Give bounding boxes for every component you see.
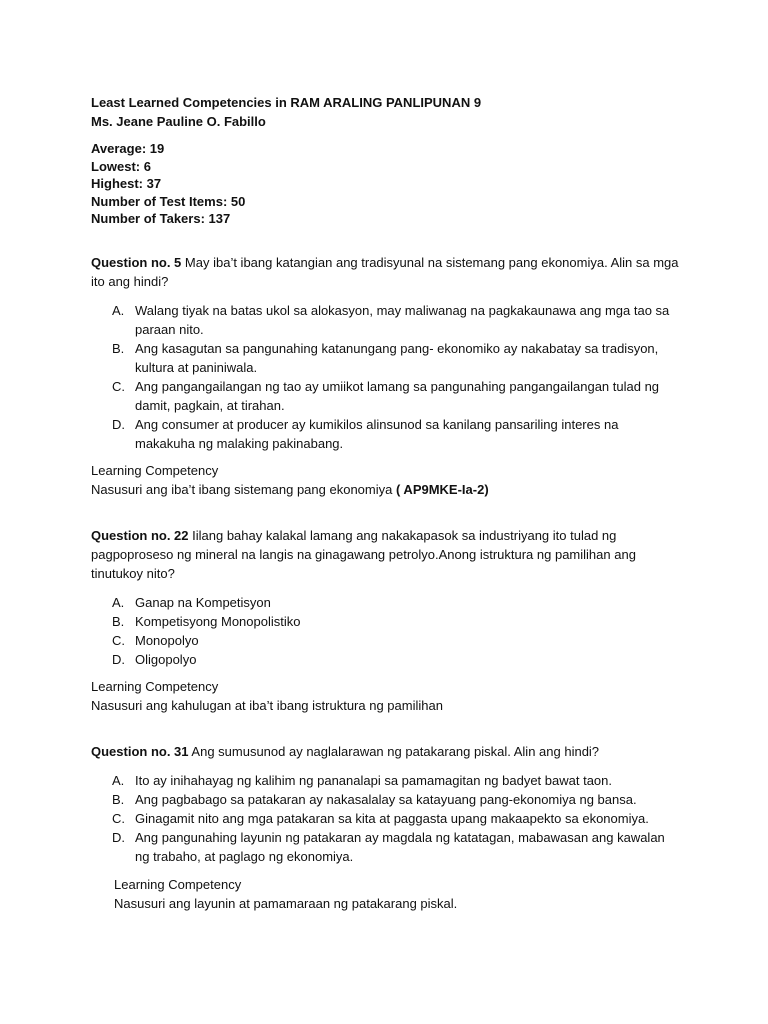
choice-letter: B. bbox=[112, 613, 125, 629]
choice-letter: A. bbox=[112, 772, 125, 788]
stat-average: Average: 19 bbox=[91, 141, 165, 156]
choice-b bbox=[112, 339, 681, 377]
choice-d bbox=[112, 828, 681, 866]
learning-competency bbox=[91, 677, 681, 715]
choice-text: Ganap na Kompetisyon bbox=[135, 594, 271, 610]
choice-c bbox=[112, 809, 681, 828]
competency-description: Nasusuri ang iba’t ibang sistemang pang ekonomiya bbox=[91, 481, 396, 497]
choice-list bbox=[91, 301, 681, 453]
stat-lowest: Lowest: 6 bbox=[91, 158, 151, 174]
question-22 bbox=[91, 526, 681, 715]
choice-text: Ginagamit nito ang mga patakaran sa kita at paggasta upang makaapekto sa ekonomiya. bbox=[135, 810, 649, 826]
choice-b bbox=[112, 790, 681, 809]
question-body: Iilang bahay kalakal lamang ang nakakapasok sa industriyang ito tulad ng pagpoproseso ng mineral na langis na ginagawang petrolyo.Anong istruktura ng pamilihan ang tinutukoy nito? bbox=[91, 527, 636, 581]
choice-letter: B. bbox=[112, 791, 125, 807]
choice-text: Walang tiyak na batas ukol sa alokasyon, may maliwanag na pagkakaunawa ang mga tao sa paraan nito. bbox=[135, 302, 670, 337]
question-body: Ang sumusunod ay naglalarawan ng patakarang piskal. Alin ang hindi? bbox=[191, 743, 600, 759]
choice-letter: D. bbox=[112, 651, 125, 667]
stat-takers: Number of Takers: 137 bbox=[91, 211, 231, 226]
learning-competency-text: Nasusuri ang layunin at pamamaraan ng patakarang piskal. bbox=[114, 895, 458, 911]
choice-letter: B. bbox=[112, 340, 125, 356]
choice-d bbox=[112, 650, 681, 669]
stat-test-items: Number of Test Items: 50 bbox=[91, 193, 246, 209]
teacher-name: Ms. Jeane Pauline O. Fabillo bbox=[91, 114, 266, 129]
choice-letter: C. bbox=[112, 378, 125, 394]
document-title: Least Learned Competencies in RAM ARALING PANLIPUNAN 9 bbox=[91, 95, 482, 110]
question-text bbox=[91, 526, 681, 583]
choice-a bbox=[112, 301, 681, 339]
choice-text: Ang consumer at producer ay kumikilos alinsunod sa kanilang pansariling interes na makakuha ng malaking pakinabang. bbox=[135, 416, 619, 451]
stat-highest: Highest: 37 bbox=[91, 176, 162, 191]
choice-letter: D. bbox=[112, 416, 125, 432]
learning-competency-text: Nasusuri ang kahulugan at iba’t ibang istruktura ng pamilihan bbox=[91, 697, 443, 713]
question-31 bbox=[91, 742, 681, 913]
learning-competency-text bbox=[91, 480, 681, 499]
choice-list bbox=[91, 771, 681, 866]
choice-text: Ang kasagutan sa pangunahing katanungang pang- ekonomiko ay nakabatay sa tradisyon, kultura at paniniwala. bbox=[135, 340, 659, 375]
choice-letter: A. bbox=[112, 302, 125, 318]
choice-text: Oligopolyo bbox=[135, 651, 197, 667]
choice-a bbox=[112, 593, 681, 612]
learning-competency bbox=[91, 461, 681, 499]
learning-competency-heading: Learning Competency bbox=[91, 678, 219, 694]
choice-text: Ang pagbabago sa patakaran ay nakasalalay sa katayuang pang-ekonomiya ng bansa. bbox=[135, 791, 637, 807]
choice-letter: A. bbox=[112, 594, 125, 610]
choice-text: Ang pangunahing layunin ng patakaran ay magdala ng katatagan, mabawasan ang kawalan ng trabaho, at paglago ng ekonomiya. bbox=[135, 829, 665, 864]
choice-c bbox=[112, 631, 681, 650]
question-5 bbox=[91, 253, 681, 499]
choice-c bbox=[112, 377, 681, 415]
choice-text: Kompetisyong Monopolistiko bbox=[135, 613, 301, 629]
choice-text: Ito ay inihahayag ng kalihim ng pananalapi sa pamamagitan ng badyet bawat taon. bbox=[135, 772, 612, 788]
choice-text: Monopolyo bbox=[135, 632, 199, 648]
competency-code: ( AP9MKE-Ia-2) bbox=[395, 481, 489, 497]
choice-b bbox=[112, 612, 681, 631]
learning-competency-heading: Learning Competency bbox=[114, 876, 242, 892]
question-label: Question no. 5 bbox=[91, 254, 182, 270]
choice-d bbox=[112, 415, 681, 453]
question-body: May iba’t ibang katangian ang tradisyunal na sistemang pang ekonomiya. Alin sa mga ito ang hindi? bbox=[91, 254, 679, 289]
learning-competency bbox=[91, 875, 681, 913]
question-text bbox=[91, 742, 681, 761]
choice-letter: C. bbox=[112, 632, 125, 648]
question-label: Question no. 22 bbox=[91, 527, 189, 543]
choice-letter: D. bbox=[112, 829, 125, 845]
choice-a bbox=[112, 771, 681, 790]
document-content bbox=[91, 93, 681, 913]
choice-list bbox=[91, 593, 681, 669]
question-label: Question no. 31 bbox=[91, 743, 189, 759]
question-text bbox=[91, 253, 681, 291]
choice-text: Ang pangangailangan ng tao ay umiikot lamang sa pangunahing pangangailangan tulad ng damit, pagkain, at tirahan. bbox=[135, 378, 660, 413]
choice-letter: C. bbox=[112, 810, 125, 826]
document-header bbox=[91, 93, 681, 131]
learning-competency-heading: Learning Competency bbox=[91, 462, 219, 478]
test-statistics bbox=[91, 140, 681, 228]
